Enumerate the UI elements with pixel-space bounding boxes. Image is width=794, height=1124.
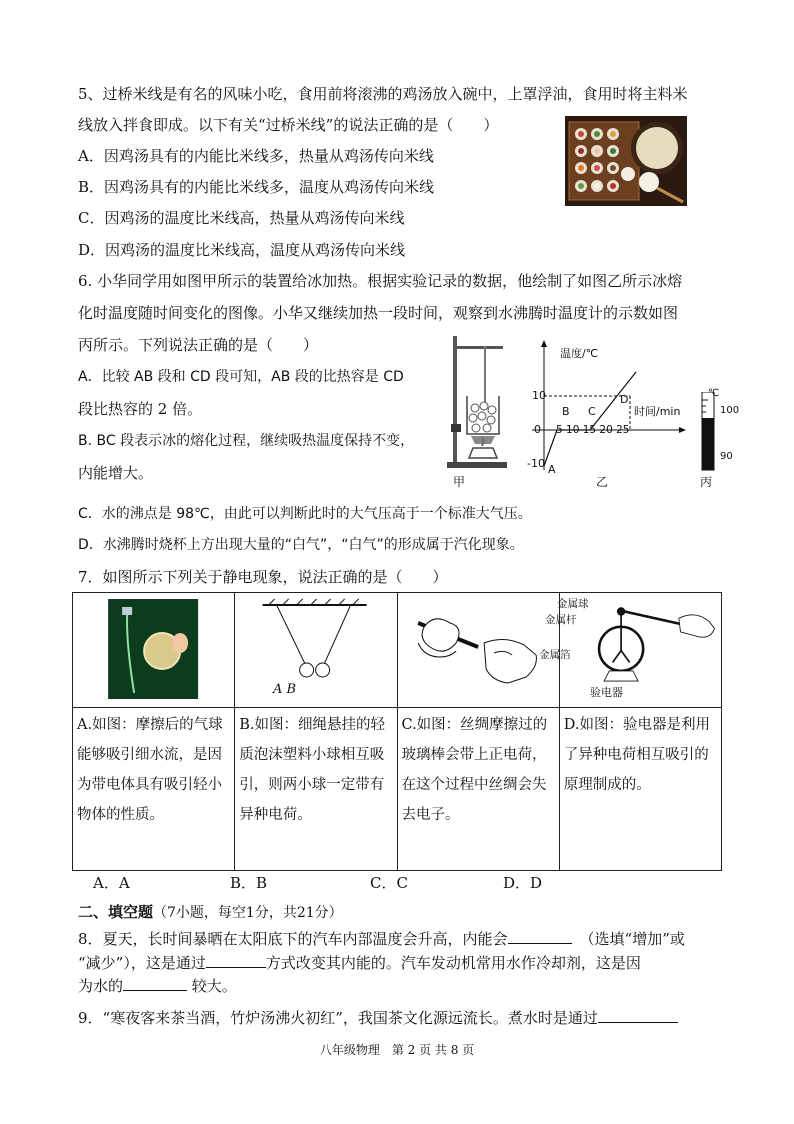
hanging-balls-icon: [235, 593, 396, 703]
q5-option-d: D．因鸡汤的温度比米线高，温度从鸡汤传向米线: [78, 241, 406, 259]
figure-bing-thermometer: [698, 392, 718, 472]
q8-line3-text-b: 较大。: [187, 977, 237, 995]
figure-yi-label: 乙: [596, 475, 609, 489]
q7-answer-c: C．C: [370, 874, 408, 892]
q9-line1: [78, 1006, 678, 1028]
thermometer-unit: ℃: [708, 388, 720, 399]
q5-stem-line2: 线放入拌食即成。以下有关“过桥米线”的说法正确的是（ ）: [78, 116, 499, 134]
graph-point-a: A: [548, 463, 556, 476]
silk-glass-rod-icon: [398, 593, 559, 703]
figure-bing-label: 丙: [700, 475, 713, 489]
graph-y-tick-10: 10: [532, 389, 546, 402]
balloon-water-icon: [73, 593, 234, 703]
graph-point-c: C: [588, 405, 596, 418]
q7-option-b-text: B.如图：细绳悬挂的轻质泡沫塑料小球相互吸引，则两小球一定带有异种电荷。: [235, 708, 397, 871]
q8-line2-text-b: 方式改变其内能的。汽车发动机常用水作冷却剂，这是因: [265, 954, 641, 972]
q8-line1-text-b: （选填“增加”或: [579, 930, 685, 948]
q6-stem-line2: 化时温度随时间变化的图像。小华又继续加热一段时间，观察到水沸腾时温度计的示数如图: [78, 304, 679, 322]
q9-blank-1[interactable]: [598, 1006, 678, 1023]
graph-x-axis-label: 时间/min: [634, 405, 681, 418]
q6-option-b-line1: B. BC 段表示冰的熔化过程，继续吸热温度保持不变，: [78, 433, 415, 449]
electroscope-name-label: 验电器: [590, 686, 623, 699]
q8-line3-text-a: 为水的: [78, 977, 124, 995]
graph-x-ticks: 5 10 15 20 25: [556, 424, 630, 436]
graph-y-axis-label: 温度/℃: [560, 347, 599, 360]
q9-line1-text: 9．“寒夜客来茶当酒，竹炉汤沸火初红”，我国茶文化源远流长。煮水时是通过: [78, 1009, 598, 1027]
electroscope-metal-foil-label: 金属箔: [539, 649, 571, 661]
figure-jia-label: 甲: [453, 475, 466, 489]
noodle-dish-photo: [565, 116, 687, 206]
q6-stem-line1: 6. 小华同学用如图甲所示的装置给冰加热。根据实验记录的数据，他绘制了如图乙所示冰熔: [78, 272, 683, 290]
hanging-balls-label: A B: [273, 682, 297, 697]
section-2-title: 二、填空题: [78, 903, 154, 921]
graph-y-tick-neg10: -10: [527, 457, 545, 470]
q6-option-a-line2: 段比热容的 2 倍。: [78, 400, 203, 418]
q7-answer-a: A．A: [93, 874, 130, 892]
q6-stem-line3: 丙所示。下列说法正确的是（ ）: [78, 336, 319, 354]
q7-answer-d: D．D: [503, 874, 543, 892]
q8-blank-2[interactable]: [206, 951, 266, 968]
q6-option-b-line2: 内能增大。: [78, 464, 154, 482]
thermometer-mark-90: 90: [720, 451, 733, 462]
q5-option-b: B．因鸡汤具有的内能比米线多，温度从鸡汤传向米线: [78, 178, 435, 196]
q7-cell-image-c: [397, 593, 559, 708]
q5-option-a: A．因鸡汤具有的内能比米线多，热量从鸡汤传向米线: [78, 147, 434, 165]
q6-option-a-line1: A．比较 AB 段和 CD 段可知，AB 段的比热容是 CD: [78, 369, 404, 385]
q7-cell-image-a: [73, 593, 235, 708]
q7-option-a-text: A.如图：摩擦后的气球能够吸引细水流，是因为带电体具有吸引轻小物体的性质。: [73, 708, 235, 871]
q8-line2: [78, 951, 641, 973]
graph-y-tick-0: 0: [534, 423, 541, 436]
q8-line1-text-a: 8．夏天，长时间暴晒在太阳底下的汽车内部温度会升高，内能会: [78, 930, 508, 948]
q7-answer-b: B．B: [230, 874, 268, 892]
q8-blank-1[interactable]: [508, 927, 572, 944]
graph-point-b: B: [562, 405, 570, 418]
q6-option-d: D．水沸腾时烧杯上方出现大量的“白气”，“白气”的形成属于汽化现象。: [78, 537, 524, 553]
section-2-heading: [78, 902, 343, 923]
electroscope-metal-rod-label: 金属杆: [545, 614, 577, 626]
q7-option-c-text: C.如图：丝绸摩擦过的玻璃棒会带上正电荷，在这个过程中丝绸会失去电子。: [397, 708, 559, 871]
q8-line1: [78, 927, 685, 949]
thermometer-mark-100: 100: [720, 405, 740, 416]
q7-cell-image-b: [235, 593, 397, 708]
q8-line3: [78, 974, 237, 996]
q7-table: [72, 592, 722, 871]
q5-option-c: C．因鸡汤的温度比米线高，热量从鸡汤传向米线: [78, 209, 405, 227]
q8-blank-3[interactable]: [123, 974, 187, 991]
graph-point-d: D: [620, 393, 629, 406]
q7-option-d-text: D.如图：验电器是利用了异种电荷相互吸引的原理制成的。: [559, 708, 721, 871]
q8-line2-text-a: “减少”），这是通过: [78, 954, 206, 972]
q7-stem: 7．如图所示下列关于静电现象，说法正确的是（ ）: [78, 568, 448, 586]
q6-option-c: C．水的沸点是 98℃，由此可以判断此时的大气压高于一个标准大气压。: [78, 506, 532, 522]
section-2-note: （7小题，每空1分，共21分）: [153, 905, 343, 921]
electroscope-metal-ball-label: 金属球: [557, 598, 589, 610]
q5-stem-line1: 5、过桥米线是有名的风味小吃，食用前将滚沸的鸡汤放入碗中，上罩浮油，食用时将主料米: [78, 85, 688, 103]
page-footer: 八年级物理 第 2 页 共 8 页: [319, 1043, 475, 1057]
figure-jia-apparatus: [445, 334, 515, 474]
